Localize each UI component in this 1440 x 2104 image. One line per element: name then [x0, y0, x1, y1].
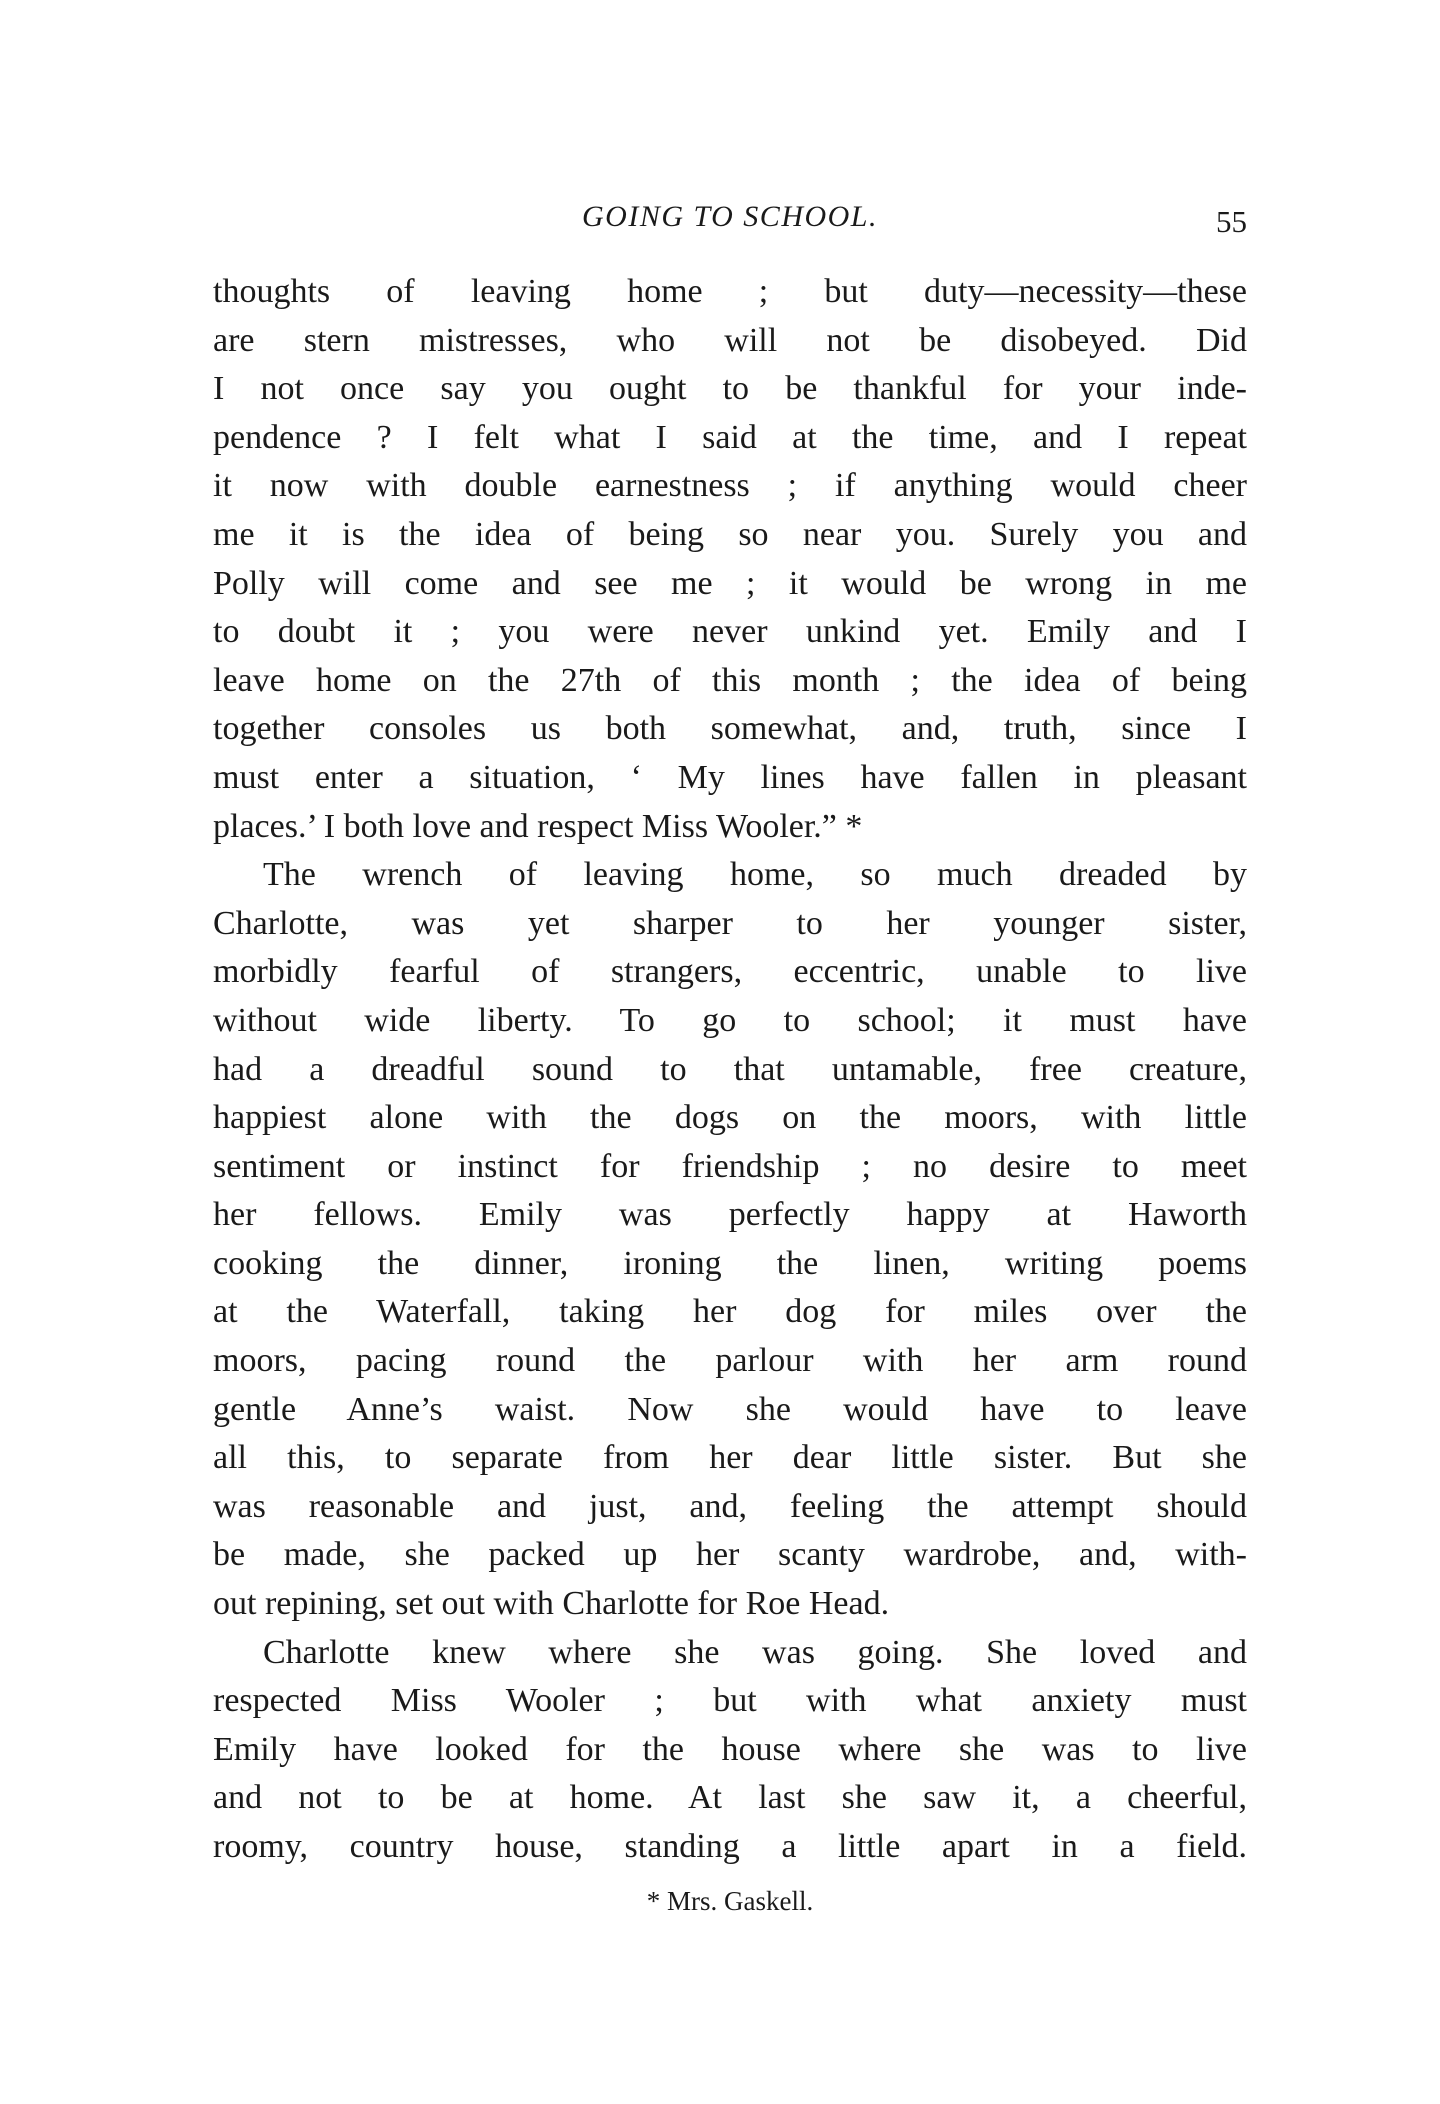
text-line: gentle Anne’s waist. Now she would have to leave [213, 1390, 1247, 1428]
page-number: 55 [1216, 204, 1247, 239]
paragraph [213, 1629, 1247, 1872]
text-line: cooking the dinner, ironing the linen, writing poems [213, 1244, 1247, 1282]
text-line: her fellows. Emily was perfectly happy at Haworth [213, 1196, 1247, 1234]
text-line: respected Miss Wooler ; but with what anxiety must [213, 1682, 1247, 1720]
paragraph [213, 268, 1247, 851]
text-line: pendence ? I felt what I said at the time, and I repeat [213, 418, 1247, 456]
text-line: thoughts of leaving home ; but duty—necessity—these [213, 273, 1247, 310]
text-line: moors, pacing round the parlour with her arm round [213, 1342, 1247, 1380]
text-line: at the Waterfall, taking her dog for miles over the [213, 1293, 1247, 1331]
text-line: sentiment or instinct for friendship ; no desire to meet [213, 1147, 1247, 1185]
text-line: all this, to separate from her dear little sister. But she [213, 1439, 1247, 1477]
footnote: * Mrs. Gaskell. [646, 1886, 814, 1916]
text-line: together consoles us both somewhat, and, truth, since I [213, 710, 1247, 748]
text-line: places.’ I both love and respect Miss Wooler.” * [213, 807, 863, 845]
text-line: Charlotte knew where she was going. She loved and [263, 1633, 1247, 1671]
text-line: roomy, country house, standing a little apart in a field. [213, 1828, 1247, 1865]
text-line: happiest alone with the dogs on the moors, with little [213, 1099, 1247, 1137]
text-line: it now with double earnestness ; if anything would cheer [213, 467, 1247, 505]
text-line: Emily have looked for the house where she was to live [213, 1730, 1247, 1768]
text-line: The wrench of leaving home, so much dreaded by [263, 856, 1247, 894]
text-line: Polly will come and see me ; it would be wrong in me [213, 564, 1247, 602]
text-line: without wide liberty. To go to school; it must have [213, 1001, 1247, 1039]
text-line: leave home on the 27th of this month ; the idea of being [213, 661, 1247, 699]
text-line: morbidly fearful of strangers, eccentric, unable to live [213, 953, 1247, 991]
text-line: Charlotte, was yet sharper to her younger sister, [213, 904, 1247, 942]
running-title: GOING TO SCHOOL. [582, 200, 878, 233]
text-line: to doubt it ; you were never unkind yet. Emily and I [213, 613, 1247, 651]
text-line: I not once say you ought to be thankful for your inde- [213, 370, 1247, 408]
text-line: out repining, set out with Charlotte for Roe Head. [213, 1585, 890, 1623]
text-line: me it is the idea of being so near you. Surely you and [213, 515, 1247, 553]
page-header [213, 200, 1247, 250]
body-text [213, 268, 1247, 1872]
paragraph [213, 851, 1247, 1629]
text-line: and not to be at home. At last she saw it, a cheerful, [213, 1779, 1247, 1817]
text-line: are stern mistresses, who will not be disobeyed. Did [213, 321, 1247, 359]
text-line: had a dreadful sound to that untamable, free creature, [213, 1050, 1247, 1088]
text-line: must enter a situation, ‘ My lines have fallen in pleasant [213, 758, 1247, 796]
text-line: was reasonable and just, and, feeling the attempt should [213, 1487, 1247, 1525]
text-line: be made, she packed up her scanty wardrobe, and, with- [213, 1536, 1247, 1574]
